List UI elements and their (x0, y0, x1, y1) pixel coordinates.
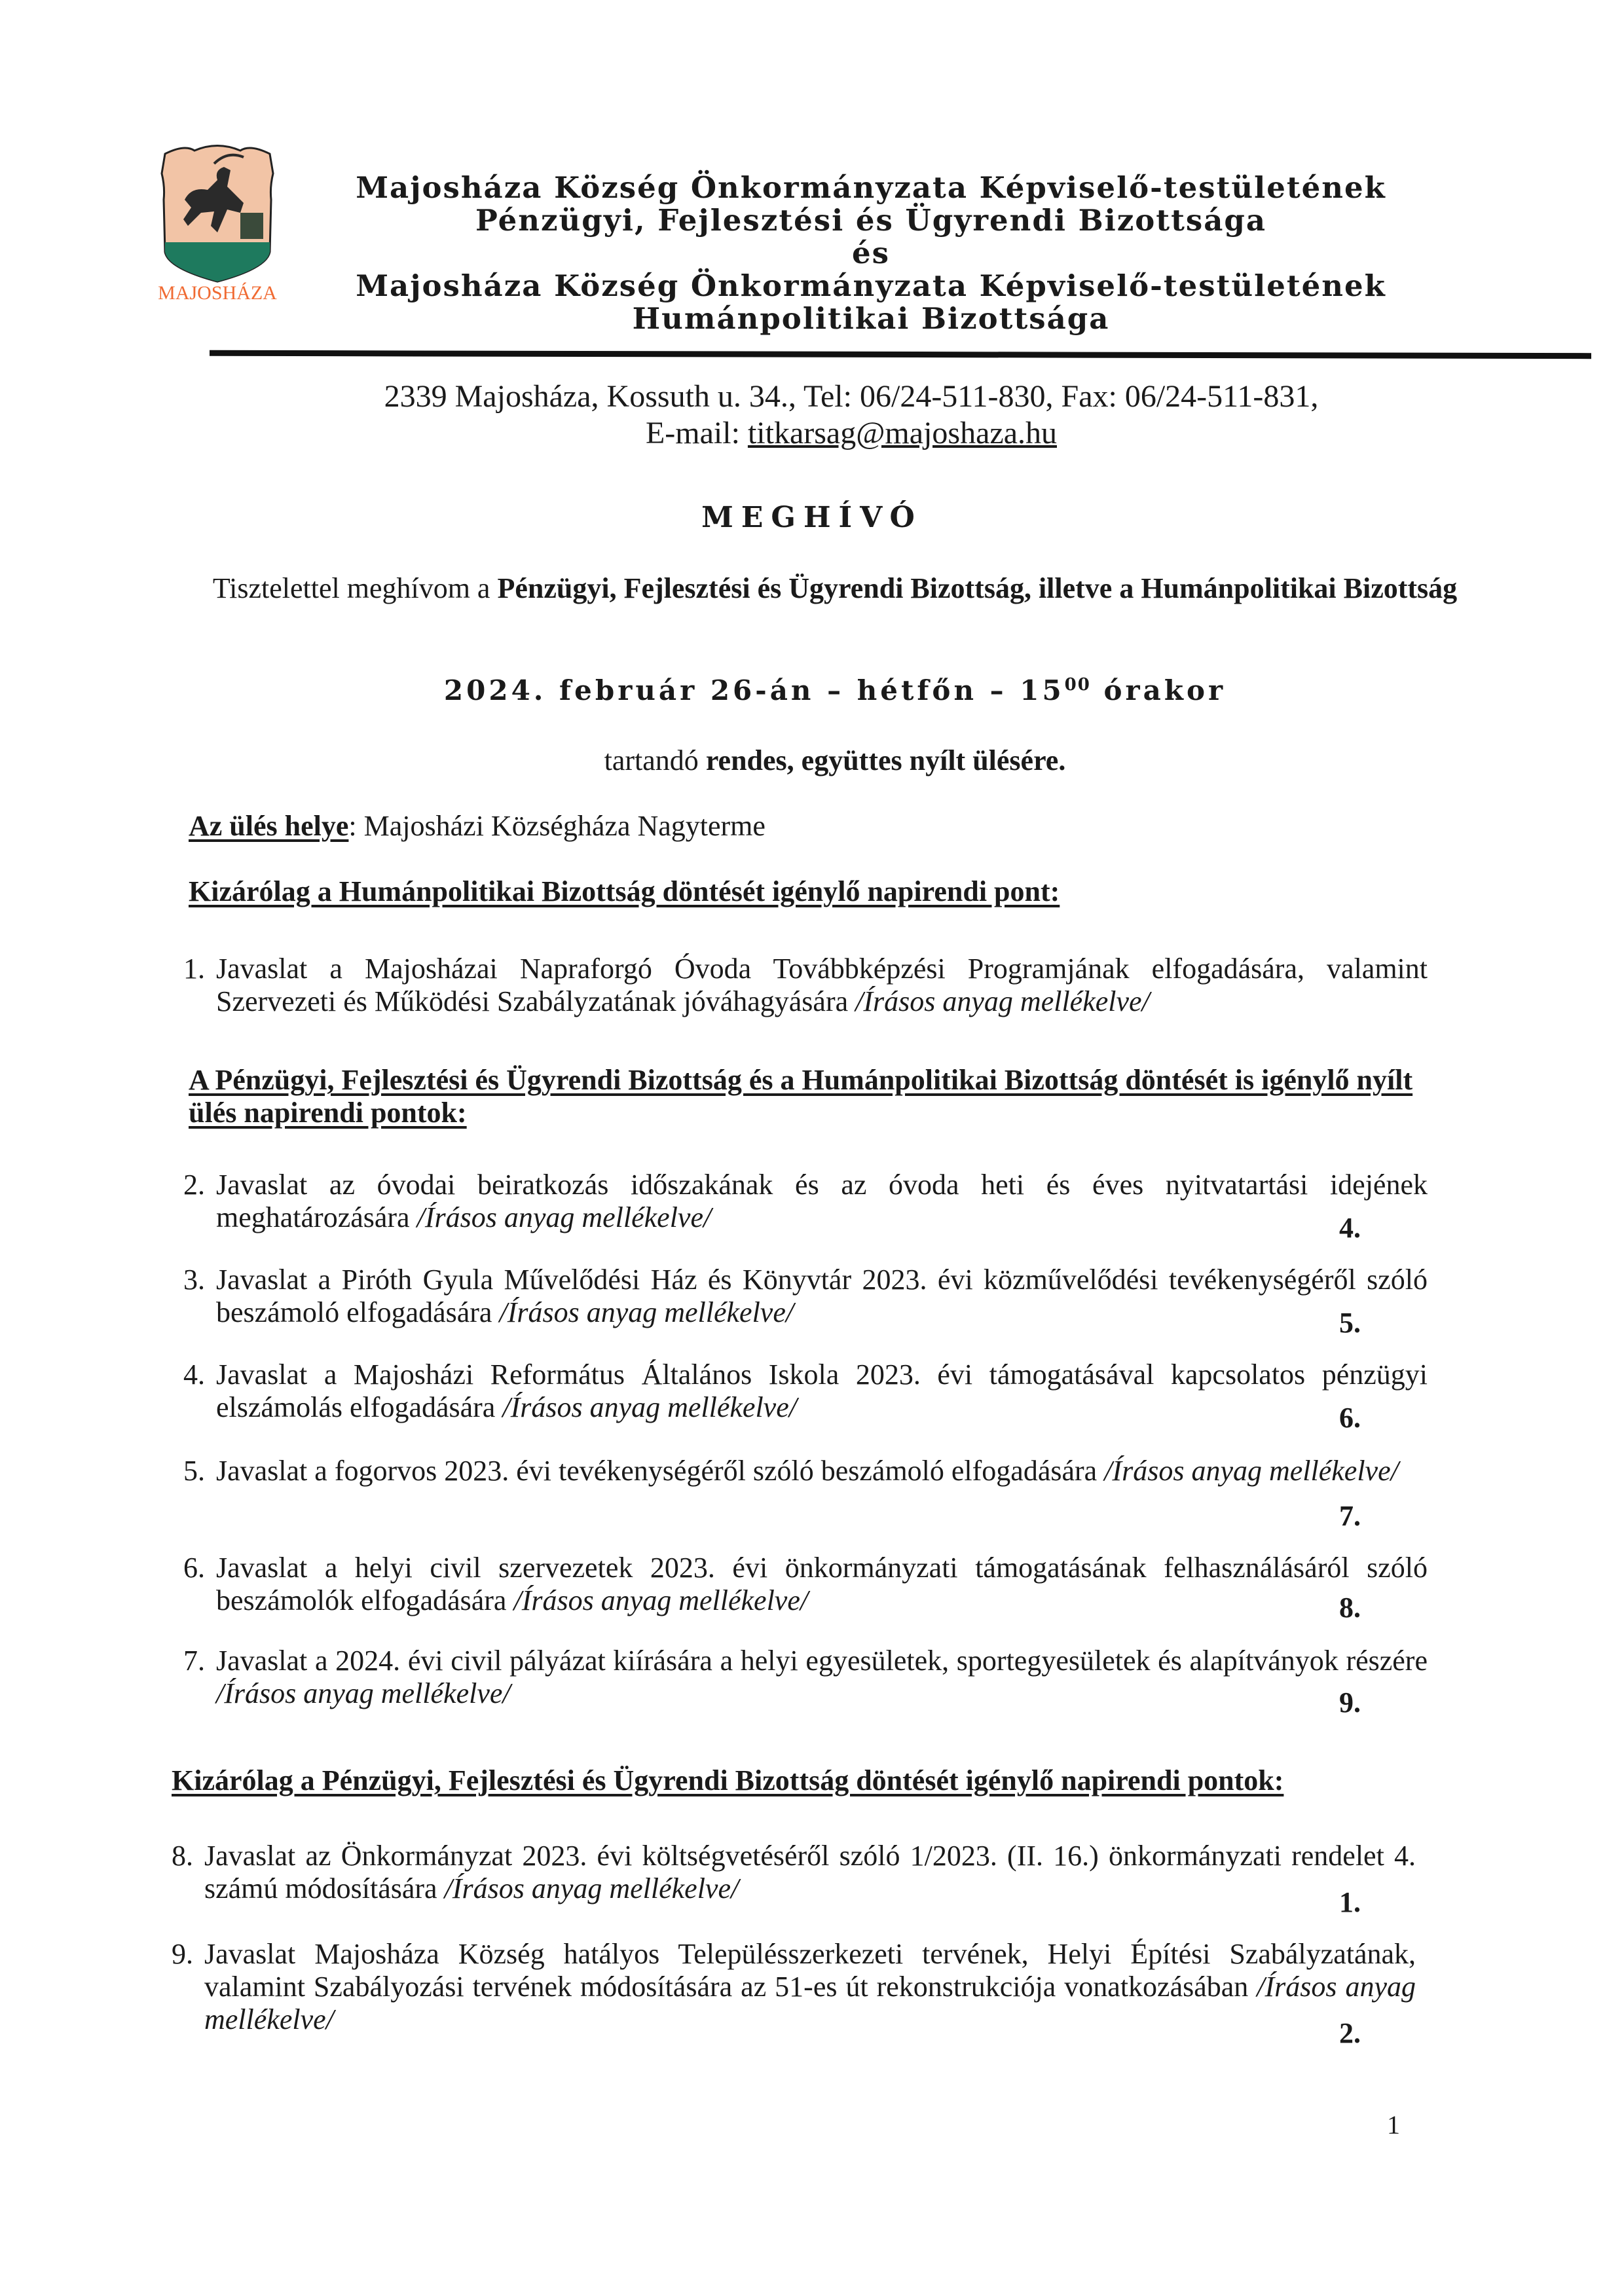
item-text: Javaslat a 2024. évi civil pályázat kiírására a helyi egyesületek, sportegyesületek és alapítványok részére (216, 1645, 1428, 1677)
header-line-4: Majosháza Község Önkormányzata Képviselő-testületének (356, 268, 1386, 303)
header-line-5: Humánpolitikai Bizottsága (632, 301, 1110, 336)
agenda-item (183, 1358, 1428, 1424)
intro-committees: Pénzügyi, Fejlesztési és Ügyrendi Bizottság, illetve a Humánpolitikai Bizottság (497, 572, 1458, 604)
page-reference: 1. (1339, 1886, 1361, 1918)
section-heading-text: Kizárólag a Pénzügyi, Fejlesztési és Ügyrendi Bizottság döntését igénylő napirendi pontok: (172, 1764, 1284, 1796)
section-heading-text: Kizárólag a Humánpolitikai Bizottság döntését igénylő napirendi pont: (189, 875, 1060, 907)
header-line-2: Pénzügyi, Fejlesztési és Ügyrendi Bizottsága (475, 203, 1266, 238)
item-text: Javaslat a helyi civil szervezetek 2023. évi önkormányzati támogatásának felhasználásáról szóló beszámolók elfogadására (216, 1552, 1428, 1616)
item-text: Javaslat a Piróth Gyula Művelődési Ház és Könyvtár 2023. évi közművelődési tevékenységéről szóló beszámoló elfogadására (216, 1264, 1428, 1328)
page-reference: 2. (1339, 2017, 1361, 2049)
item-attachment-note: /Írásos anyag mellékelve/ (416, 1201, 712, 1233)
header-divider (210, 350, 1591, 359)
held-plain: tartandó (604, 744, 706, 776)
page-reference: 9. (1339, 1686, 1361, 1719)
section-heading-joint (189, 1064, 1433, 1129)
section-heading-text: A Pénzügyi, Fejlesztési és Ügyrendi Bizottság és a Humánpolitikai Bizottság döntését is igénylő nyílt ülés napirendi pontok: (189, 1064, 1413, 1129)
item-number: 2. (183, 1169, 205, 1201)
header-line-3: és (852, 236, 890, 270)
email-label: E-mail: (645, 416, 740, 450)
venue-label: Az ülés helye (189, 810, 349, 842)
item-number: 8. (172, 1840, 193, 1872)
agenda-item (183, 1645, 1428, 1710)
agenda-item (183, 1552, 1428, 1617)
item-text: Javaslat a fogorvos 2023. évi tevékenységéről szóló beszámoló elfogadására (216, 1455, 1105, 1487)
date-main: 2024. február 26-án – hétfőn – 15 (443, 674, 1065, 706)
item-number: 9. (172, 1938, 193, 1970)
date-suffix: órakor (1090, 674, 1227, 706)
item-attachment-note: /Írásos anyag mellékelve/ (502, 1391, 797, 1423)
item-text: Javaslat az Önkormányzat 2023. évi költségvetéséről szóló 1/2023. (II. 16.) önkormányzati rendelet 4. számú módosítására (204, 1840, 1416, 1904)
page-reference: 4. (1339, 1212, 1361, 1244)
page-reference: 7. (1339, 1500, 1361, 1532)
item-number: 3. (183, 1264, 205, 1296)
municipal-coat-of-arms-logo (145, 134, 289, 304)
venue (189, 810, 766, 843)
invitation-intro (164, 572, 1506, 605)
meeting-type (164, 744, 1506, 777)
item-text: Javaslat a Majosházai Napraforgó Óvoda Továbbképzési Programjának elfogadására, valamint Szervezeti és Működési Szabályzatának jóváhagyására (216, 953, 1428, 1017)
item-attachment-note: /Írásos anyag mellékelve/ (513, 1584, 809, 1616)
held-bold: rendes, együttes nyílt ülésére. (705, 744, 1066, 776)
item-text: Javaslat Majosháza Község hatályos Településszerkezeti tervének, Helyi Építési Szabályzatának, valamint Szabályozási tervének módosítására az 51-es út rekonstrukciója vonatkozásában (204, 1938, 1416, 2003)
date-minutes: 00 (1064, 675, 1091, 695)
page-title: MEGHÍVÓ (701, 501, 923, 534)
item-text: Javaslat a Majosházi Református Általános Iskola 2023. évi támogatásával kapcsolatos pénzügyi elszámolás elfogadására (216, 1358, 1428, 1423)
page-reference: 6. (1339, 1402, 1361, 1434)
agenda-item (183, 1455, 1428, 1487)
item-number: 5. (183, 1455, 205, 1487)
agenda-item (183, 1264, 1428, 1329)
item-attachment-note: /Írásos anyag mellékelve/ (444, 1872, 739, 1904)
intro-plain: Tisztelettel meghívom a (212, 572, 498, 604)
meeting-date (164, 674, 1506, 706)
item-attachment-note: /Írásos anyag mellékelve/ (1104, 1455, 1399, 1487)
agenda-item (172, 1938, 1416, 2036)
item-number: 4. (183, 1358, 205, 1391)
venue-colon: : (348, 810, 357, 842)
agenda-item (183, 1169, 1428, 1234)
item-attachment-note: /Írásos anyag mellékelve/ (499, 1296, 794, 1328)
section-heading-financial (172, 1764, 1416, 1797)
shield-icon (145, 134, 289, 304)
item-number: 1. (183, 953, 205, 985)
item-attachment-note: /Írásos anyag mellékelve/ (855, 985, 1150, 1017)
item-number: 7. (183, 1645, 205, 1677)
item-text: Javaslat az óvodai beiratkozás időszakának és az óvoda heti és éves nyitvatartási idejének meghatározására (216, 1169, 1428, 1233)
email-line (196, 415, 1506, 452)
section-heading-humanpolitical (189, 875, 1433, 908)
venue-value: Majosházi Községháza Nagyterme (356, 810, 766, 842)
header-line-1: Majosháza Község Önkormányzata Képviselő-testületének (356, 170, 1386, 205)
item-number: 6. (183, 1552, 205, 1584)
agenda-item (183, 953, 1428, 1018)
address-line: 2339 Majosháza, Kossuth u. 34., Tel: 06/24-511-830, Fax: 06/24-511-831, (384, 379, 1319, 414)
page-number: 1 (1387, 2110, 1400, 2140)
agenda-item (172, 1840, 1416, 1905)
email-link[interactable]: titkarsag@majoshaza.hu (747, 416, 1057, 450)
page-reference: 8. (1339, 1592, 1361, 1624)
logo-label: MAJOSHÁZA (158, 282, 277, 304)
item-attachment-note: /Írásos anyag mellékelve/ (216, 1677, 511, 1709)
item-attachment-note: /Írásos anyag mellékelve/ (204, 1971, 1416, 2035)
page-reference: 5. (1339, 1307, 1361, 1339)
